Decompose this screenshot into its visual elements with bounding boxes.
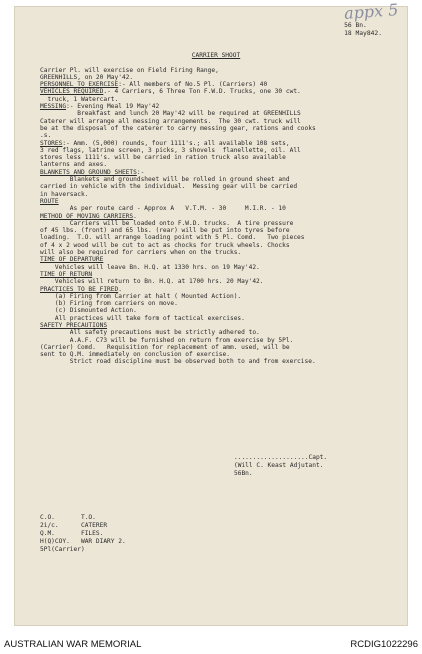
signatory-name: (Will C. Keast Adjutant. [234,462,324,469]
personnel-text: :- All members of No.5 Pl. (Carriers) 40 [118,81,268,89]
handwritten-annotation: appx 5 [343,0,399,23]
messing-text: :- Evening Meal 19 May'42 Breakfast and lunch 20 May'42 will be required at GREENHILLS Caterer will arrange all messing arrangements. The 30 cwt. truck will be at the disposal of the caterer to carry messing gear, rations and cooks .s. [40,103,316,140]
archive-footer [0,636,422,654]
record-id: RCDIG1022296 [350,639,418,650]
distribution-list: C.O. T.O. 2i/c. CATERER Q.M. FILES. H(Q)COY. WAR DIARY 2. 5Pl(Carrier) [40,514,126,553]
vehicles-text: .- 4 Carriers, 6 Three Ton F.W.D. Trucks, one 30 cwt. truck, 1 Watercart. [47,88,301,103]
vehicles-heading: VEHICLES REQUIRED [40,88,104,96]
date-label: 18 May842. [344,30,382,37]
stores-text: :- Amm. (5,000) rounds, four 1111's.; all available 108 sets, 3 red flags, latrine screen, 3 picks, 3 shovels flanellette, oil. All stores less 1111's. will be carried in ration truck also available lanterns and axes. [40,139,301,169]
practices-heading: PRACTICES TO BE FIRED [40,285,119,293]
method-heading: METHOD OF MOVING CARRIERS [40,212,134,220]
route-text: As per route card - Approx A V.T.M. - 30 M.I.R. - 10 [40,205,286,213]
departure-heading: TIME OF DEPARTURE [40,256,104,264]
practices-text: . (a) Firing from Carrier at halt ( Mounted Action). (b) Firing from carriers on move. (c) Dismounted Action. All practices will take form of tactical exercises. [54,285,245,322]
safety-text: All safety precautions must be strictly adhered to. A.A.F. C73 will be furnished on return from exercise by 5Pl. (Carrier) Comd. Requisition for replacement of amm. used, will be sent to Q.M. immediately on conclusion of exercise. Strict road discipline must be observed both to and from exercise. [40,329,316,366]
return-text: Vehicles will return to Bn. H.Q. at 1700 hrs. 20 May'42. [54,278,264,286]
blankets-text: :- Blankets and groundsheet will be rolled in ground sheet and carried in vehicle with the individual. Messing gear will be carried in haversack. [40,168,298,198]
signatory-unit: 56Bn. [234,470,253,477]
safety-heading: SAFETY PRECAUTIONS [40,321,108,329]
unit-label: 56 Bn. [344,22,367,29]
blankets-heading: BLANKETS AND GROUND SHEETS [40,168,137,176]
archive-name: AUSTRALIAN WAR MEMORIAL [4,639,142,650]
return-heading: TIME OF RETURN [40,270,93,278]
personnel-heading: PERSONNEL TO EXERCISE [40,81,119,89]
page-title: CARRIER SHOOT [191,52,241,59]
order-body [40,52,392,366]
departure-text: Vehicles will leave Bn. H.Q. at 1330 hrs. on 19 May'42. [54,263,260,271]
intro-text: Carrier Pl. will exercise on Field Firing Range, GREENHILLS, on 20 May'42. [40,66,219,81]
stores-heading: STORES [40,139,63,147]
document-header [344,22,382,38]
method-text: . Carriers will be loaded onto F.W.D. trucks. A tire pressure of 45 lbs. (front) and 65 lbs. (rear) will be put into tyres before loading. T.O. will arrange loading point with 5 Pl. Comd. Two pieces of 4 x 2 wood will be cut to act as chocks for truck wheels. Chocks will also be required for carriers when on the trucks. [40,212,305,257]
route-heading: ROUTE [40,197,59,205]
messing-heading: MESSING [40,103,67,111]
signature-block [234,454,327,478]
signature-line: ....................Capt. [234,454,328,461]
